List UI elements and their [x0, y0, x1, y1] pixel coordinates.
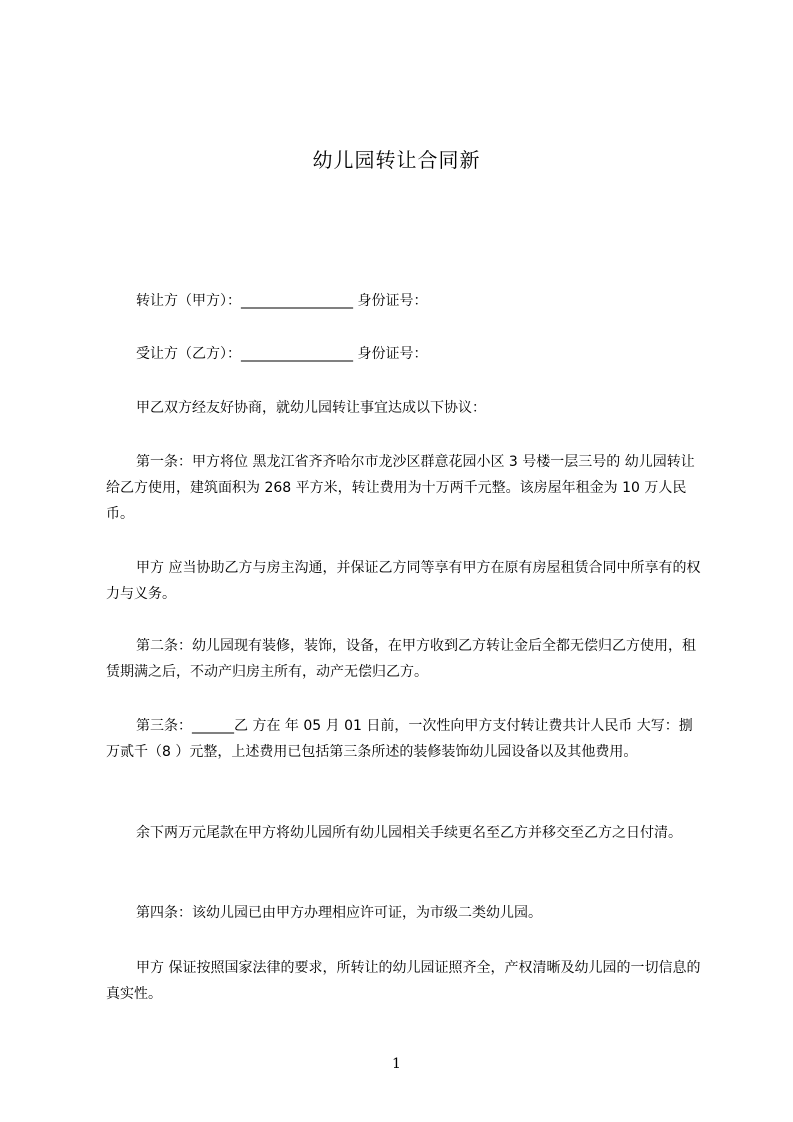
transferee-line: 受让方（乙方）：________________ 身份证号：	[136, 346, 428, 362]
article-4: 第四条：该幼儿园已由甲方办理相应许可证，为市级二类幼儿园。	[136, 905, 542, 921]
article-2: 第二条：幼儿园现有装修，装饰，设备，在甲方收到乙方转让金后全都无偿归乙方使用，租赁期满之后，不动产归房主所有，动产无偿归乙方。	[106, 638, 696, 680]
agreement-intro: 甲乙双方经友好协商，就幼儿园转让事宜达成以下协议：	[136, 400, 486, 416]
transferor-line: 转让方（甲方）：________________ 身份证号：	[136, 293, 428, 309]
article-3: 第三条：______乙 方在 年 05 月 01 日前，一次性向甲方支付转让费共计人民币 大写：捌万贰千（8 ）元整，上述费用已包括第三条所述的装修装饰幼儿园设备以及其他费用。	[106, 718, 693, 760]
article-1-clause: 甲方 应当协助乙方与房主沟通，并保证乙方同等享有甲方在原有房屋租赁合同中所享有的权力与义务。	[106, 560, 701, 602]
article-1: 第一条：甲方将位 黑龙江省齐齐哈尔市龙沙区群意花园小区 3 号楼一层三号的 幼儿园转让给乙方使用，建筑面积为 268 平方米，转让费用为十万两千元整。该房屋年租金为 10 万人民币。	[106, 454, 695, 522]
article-4-guarantee: 甲方 保证按照国家法律的要求，所转让的幼儿园证照齐全，产权清晰及幼儿园的一切信息的真实性。	[106, 960, 701, 1002]
page-number: 1	[392, 1056, 401, 1072]
article-3-balance: 余下两万元尾款在甲方将幼儿园所有幼儿园相关手续更名至乙方并移交至乙方之日付清。	[136, 825, 682, 841]
document-title: 幼儿园转让合同新	[312, 148, 481, 172]
